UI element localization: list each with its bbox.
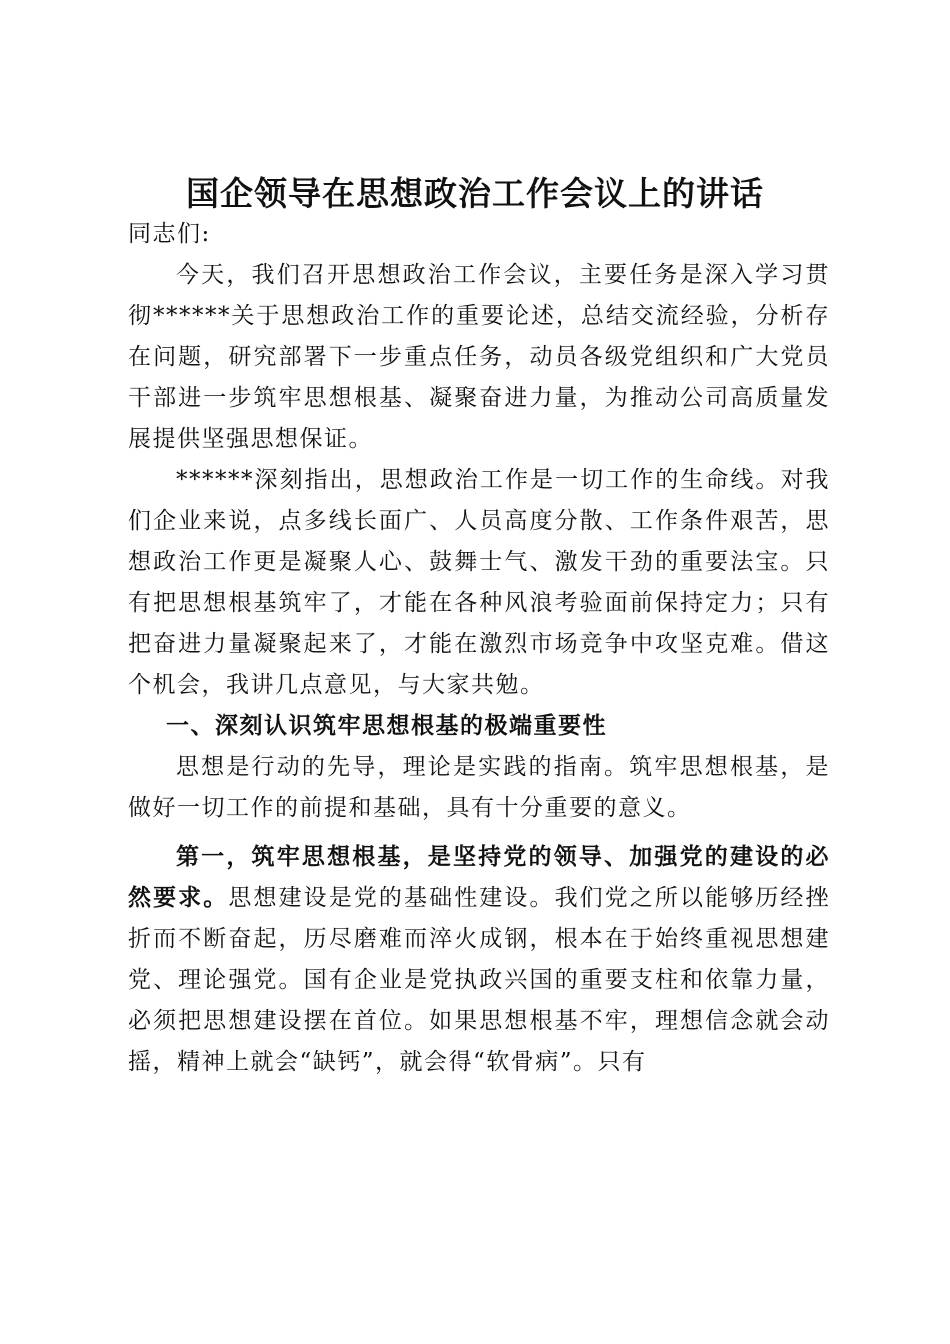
paragraph-context: ******深刻指出，思想政治工作是一切工作的生命线。对我们企业来说，点多线长面广、人员高度分散、工作条件艰苦，思想政治工作更是凝聚人心、鼓舞士气、激发干劲的重要法宝。只有把思想根基筑牢了，才能在各种风浪考验面前保持定力；只有把奋进力量凝聚起来了，才能在激烈市场竞争中攻坚克难。借这个机会，我讲几点意见，与大家共勉。	[128, 467, 830, 698]
point-1-lead: 第一，筑牢思想根基，是坚持党的领导、加强党的建设的必然要求。	[128, 844, 830, 911]
section-1-point-1	[128, 837, 830, 1083]
paragraph-opening: 今天，我们召开思想政治工作会议，主要任务是深入学习贯彻******关于思想政治工作的重要论述，总结交流经验，分析存在问题，研究部署下一步重点任务，动员各级党组织和广大党员干部进一步筑牢思想根基、凝聚奋进力量，为推动公司高质量发展提供坚强思想保证。	[128, 262, 830, 452]
section-heading-1: 一、深刻认识筑牢思想根基的极端重要性	[166, 713, 607, 739]
section-1-intro: 思想是行动的先导，理论是实践的指南。筑牢思想根基，是做好一切工作的前提和基础，具有十分重要的意义。	[128, 754, 830, 821]
document-title: 国企领导在思想政治工作会议上的讲话	[186, 174, 764, 213]
salutation: 同志们:	[128, 221, 211, 247]
point-1-text: 思想建设是党的基础性建设。我们党之所以能够历经挫折而不断奋起，历尽磨难而淬火成钢，根本在于始终重视思想建党、理论强党。国有企业是党执政兴国的重要支柱和依靠力量，必须把思想建设摆在首位。如果思想根基不牢，理想信念就会动摇，精神上就会“缺钙”，就会得“软骨病”。只有	[128, 885, 831, 1075]
document-body	[128, 214, 830, 1083]
